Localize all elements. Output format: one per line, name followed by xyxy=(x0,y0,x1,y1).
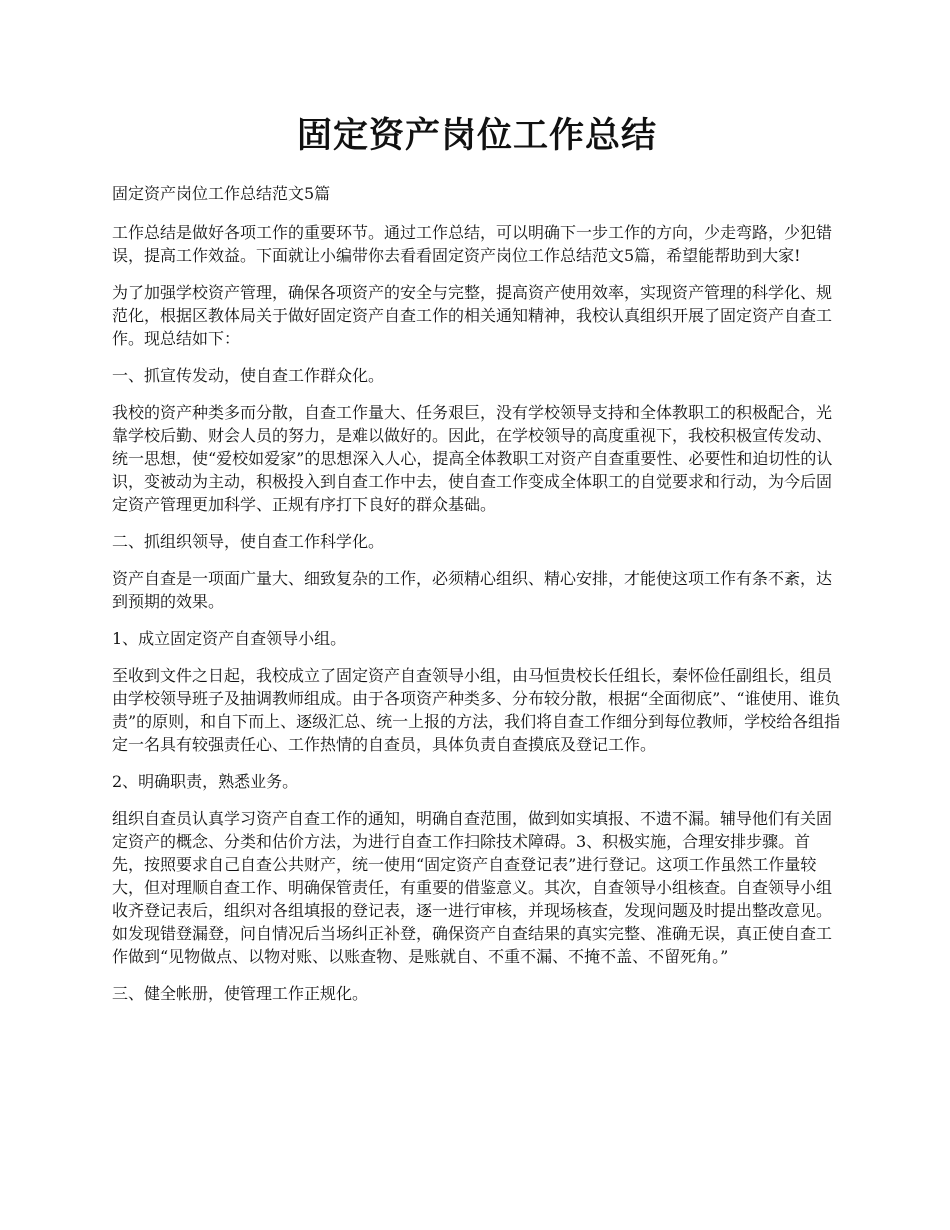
section-2-paragraph: 资产自查是一项面广量大、细致复杂的工作，必须精心组织、精心安排，才能使这项工作有条不紊，达到预期的效果。 xyxy=(112,569,833,611)
subsection-1-paragraph: 至收到文件之日起，我校成立了固定资产自查领导小组，由马恒贵校长任组长，秦怀俭任副组长，组员由学校领导班子及抽调教师组成。由于各项资产种类多、分布较分散，根据“全面彻底”、“谁使用、谁负责”的原则，和自下而上、逐级汇总、统一上报的方法，我们将自查工作细分到每位教师，学校给各组指定一名具有较强责任心、工作热情的自查员，具体负责自查摸底及登记工作。 xyxy=(112,666,841,754)
background-paragraph: 为了加强学校资产管理，确保各项资产的安全与完整，提高资产使用效率，实现资产管理的科学化、规范化，根据区教体局关于做好固定资产自查工作的相关通知精神，我校认真组织开展了固定资产自查工作。现总结如下： xyxy=(112,283,833,348)
subsection-2-paragraph: 组织自查员认真学习资产自查工作的通知，明确自查范围，做到如实填报、不遗不漏。辅导他们有关固定资产的概念、分类和估价方法，为进行自查工作扫除技术障碍。3、积极实施，合理安排步骤。首先，按照要求自己自查公共财产，统一使用“固定资产自查登记表”进行登记。这项工作虽然工作量较大，但对理顺自查工作、明确保管责任，有重要的借鉴意义。其次，自查领导小组核查。自查领导小组收齐登记表后，组织对各组填报的登记表，逐一进行审核，并现场核查，发现问题及时提出整改意见。如发现错登漏登，问自情况后当场纠正补登，确保资产自查结果的真实完整、准确无误，真正使自查工作做到“见物做点、以物对账、以账查物、是账就自、不重不漏、不掩不盖、不留死角。” xyxy=(112,809,833,966)
section-1-paragraph: 我校的资产种类多而分散，自查工作量大、任务艰巨，没有学校领导支持和全体教职工的积极配合，光靠学校后勤、财会人员的努力，是难以做好的。因此，在学校领导的高度重视下，我校积极宣传发动、统一思想，使“爱校如爱家”的思想深入人心，提高全体教职工对资产自查重要性、必要性和迫切性的认识，变被动为主动，积极投入到自查工作中去，使自查工作变成全体职工的自觉要求和行动，为今后固定资产管理更加科学、正规有序打下良好的群众基础。 xyxy=(112,403,833,514)
subsection-heading-1: 1、成立固定资产自查领导小组。 xyxy=(112,629,347,648)
section-heading-2: 二、抓组织领导，使自查工作科学化。 xyxy=(112,532,385,551)
intro-paragraph: 工作总结是做好各项工作的重要环节。通过工作总结，可以明确下一步工作的方向，少走弯路，少犯错误，提高工作效益。下面就让小编带你去看看固定资产岗位工作总结范文5篇，希望能帮助到大家! xyxy=(112,223,833,265)
document-title: 固定资产岗位工作总结 xyxy=(296,115,657,156)
section-heading-3: 三、健全帐册，使管理工作正规化。 xyxy=(112,984,369,1003)
document-subtitle: 固定资产岗位工作总结范文5篇 xyxy=(112,184,331,203)
section-heading-1: 一、抓宣传发动，使自查工作群众化。 xyxy=(112,366,385,385)
document-page xyxy=(112,108,842,1019)
subsection-heading-2: 2、明确职责，熟悉业务。 xyxy=(112,772,299,791)
